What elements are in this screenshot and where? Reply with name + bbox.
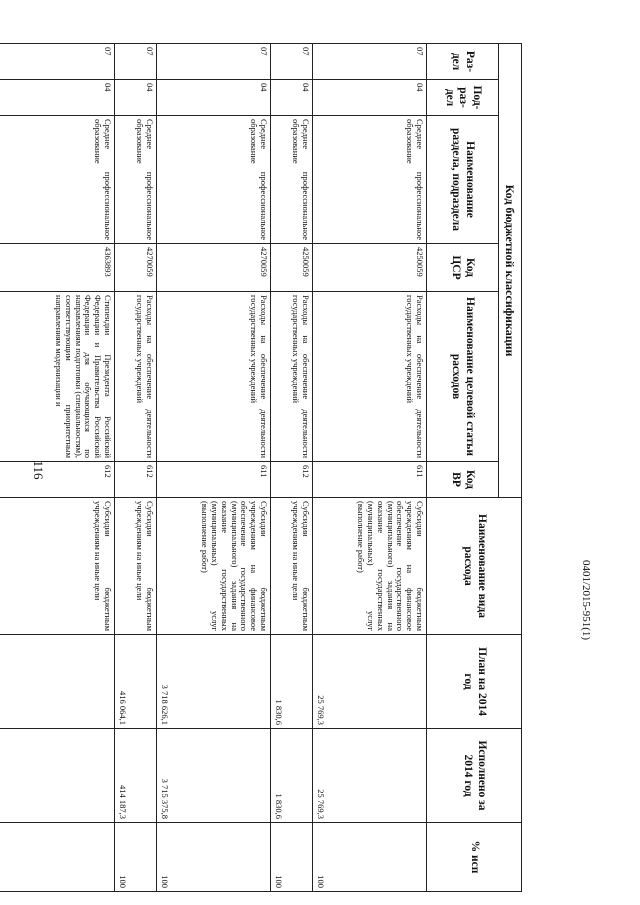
group-header: Код бюджетной классификации: [499, 44, 522, 498]
cell-section-name: Среднее профессиональное образование: [0, 116, 115, 244]
cell-percent: 100: [313, 823, 427, 892]
cell-podrazdel: 04: [157, 80, 271, 116]
header-vr-name: Наименование вида расхода: [427, 498, 522, 635]
table-row: [115, 44, 157, 892]
header-percent: % исп: [427, 823, 522, 892]
cell-vr: 612: [115, 462, 157, 498]
cell-plan: 25 769,3: [313, 635, 427, 729]
cell-vr-name: Субсидии бюджетным учреждениям на иные цели: [0, 498, 115, 635]
cell-section-name: Среднее профессиональное образование: [115, 116, 157, 244]
cell-plan: 416 064,1: [115, 635, 157, 729]
cell-percent: [0, 823, 115, 892]
cell-csr: 4363893: [0, 244, 115, 292]
cell-vr-name: Субсидии бюджетным учреждениям на иные цели: [271, 498, 313, 635]
cell-csr: 4250059: [313, 244, 427, 292]
header-fact: Исполнено за 2014 год: [427, 729, 522, 823]
page-number: 116: [31, 460, 46, 480]
cell-vr: 611: [157, 462, 271, 498]
cell-razdel: 07: [157, 44, 271, 80]
rotated-table-area: [54, 43, 522, 891]
cell-podrazdel: 04: [271, 80, 313, 116]
header-podrazdel: Под-раз-дел: [427, 80, 499, 116]
cell-fact: 1 830,6: [271, 729, 313, 823]
table-row: [271, 44, 313, 892]
cell-target-name: Расходы на обеспечение деятельности государственных учреждений: [115, 292, 157, 462]
header-razdel: Раз-дел: [427, 44, 499, 80]
cell-section-name: Среднее профессиональное образование: [313, 116, 427, 244]
cell-section-name: Среднее профессиональное образование: [157, 116, 271, 244]
cell-csr: 4270059: [157, 244, 271, 292]
cell-razdel: 07: [0, 44, 115, 80]
cell-fact: 25 769,3: [313, 729, 427, 823]
cell-plan: [0, 635, 115, 729]
cell-plan: 1 830,6: [271, 635, 313, 729]
cell-vr: 611: [313, 462, 427, 498]
cell-razdel: 07: [271, 44, 313, 80]
header-section-name: Наименование раздела, подраздела: [427, 116, 499, 244]
table-row: [0, 44, 115, 892]
header-target-name: Наименование целевой статьи расходов: [427, 292, 499, 462]
header-csr: Код ЦСР: [427, 244, 499, 292]
cell-percent: 100: [271, 823, 313, 892]
cell-vr: 612: [0, 462, 115, 498]
cell-percent: 100: [157, 823, 271, 892]
cell-csr: 4250059: [271, 244, 313, 292]
cell-target-name: Стипендии Президента Российской Федерации и Правительства Российской Федерации для обучающихся по направлениям подготовки (специальностям), соответствующим приоритетным направлениям модернизации и: [0, 292, 115, 462]
cell-podrazdel: 04: [313, 80, 427, 116]
cell-fact: [0, 729, 115, 823]
cell-target-name: Расходы на обеспечение деятельности государственных учреждений: [157, 292, 271, 462]
cell-podrazdel: 04: [0, 80, 115, 116]
document-code: 0401/2015-951(1): [580, 560, 592, 641]
cell-section-name: Среднее профессиональное образование: [271, 116, 313, 244]
cell-percent: 100: [115, 823, 157, 892]
budget-table: [0, 43, 522, 892]
header-vr: Код ВР: [427, 462, 499, 498]
cell-podrazdel: 04: [115, 80, 157, 116]
cell-vr-name: Субсидии бюджетным учреждениям на финансовое обеспечение государственного (муниципального) задания на оказание государственных (муниципальных) услуг (выполнение работ): [157, 498, 271, 635]
cell-target-name: Расходы на обеспечение деятельности государственных учреждений: [313, 292, 427, 462]
rotated-page-content: [54, 43, 522, 891]
cell-target-name: Расходы на обеспечение деятельности государственных учреждений: [271, 292, 313, 462]
cell-vr: 612: [271, 462, 313, 498]
cell-csr: 4270059: [115, 244, 157, 292]
cell-razdel: 07: [313, 44, 427, 80]
header-group-row: [499, 44, 522, 892]
cell-vr-name: Субсидии бюджетным учреждениям на иные цели: [115, 498, 157, 635]
cell-razdel: 07: [115, 44, 157, 80]
header-plan: План на 2014 год: [427, 635, 522, 729]
cell-plan: 3 718 626,1: [157, 635, 271, 729]
cell-vr-name: Субсидии бюджетным учреждениям на финансовое обеспечение государственного (муниципального) задания на оказание государственных (муниципальных) услуг (выполнение работ): [313, 498, 427, 635]
cell-fact: 414 187,3: [115, 729, 157, 823]
cell-fact: 3 715 375,8: [157, 729, 271, 823]
table-row: [157, 44, 271, 892]
table-row: [313, 44, 427, 892]
